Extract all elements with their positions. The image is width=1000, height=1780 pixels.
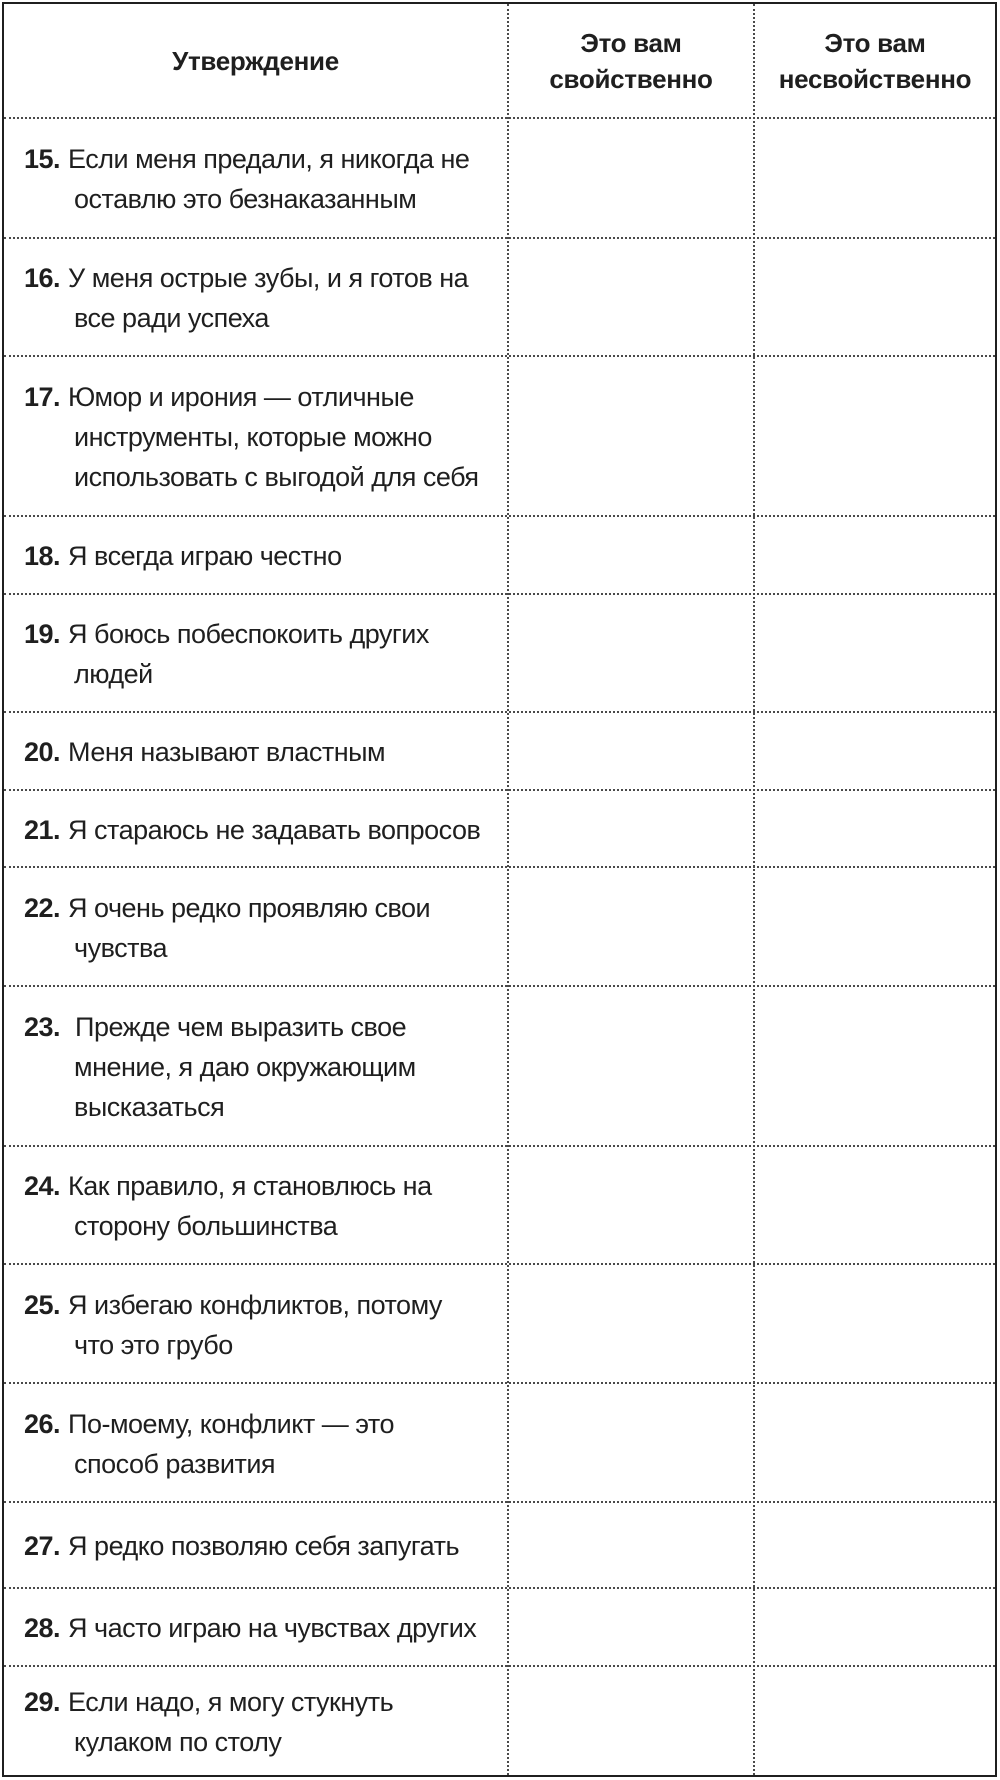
statement-line: мнение, я даю окружающим: [74, 1052, 416, 1082]
applies-answer-cell[interactable]: [509, 1384, 753, 1501]
statement-number: 20.: [24, 737, 61, 767]
statement-text: [24, 1007, 494, 1127]
applies-answer-cell[interactable]: [509, 868, 753, 985]
table-row: [4, 1145, 995, 1263]
statement-text: [24, 536, 494, 576]
statement-number: 16.: [24, 263, 61, 293]
table-row: [4, 355, 995, 515]
not-applies-answer-cell[interactable]: [755, 119, 995, 237]
not-applies-answer-cell[interactable]: [755, 517, 995, 593]
statement-line: все ради успеха: [74, 303, 269, 333]
statement-text: [24, 1404, 494, 1484]
not-applies-answer-cell[interactable]: [755, 1147, 995, 1263]
statement-number: 27.: [24, 1531, 61, 1561]
applies-answer-cell[interactable]: [509, 987, 753, 1145]
statement-number: 25.: [24, 1290, 61, 1320]
statement-line: Я избегаю конфликтов, потому: [68, 1290, 442, 1320]
statement-line: что это грубо: [74, 1330, 233, 1360]
statement-line: По-моему, конфликт — это: [68, 1409, 394, 1439]
statement-text: [24, 258, 494, 338]
statement-text: [24, 377, 494, 497]
applies-answer-cell[interactable]: [509, 1147, 753, 1263]
table-row: [4, 237, 995, 355]
statement-line: сторону большинства: [74, 1211, 338, 1241]
applies-answer-cell[interactable]: [509, 1265, 753, 1382]
header-applies-line1: Это вам: [580, 27, 682, 58]
table-row: [4, 515, 995, 593]
applies-answer-cell[interactable]: [509, 1667, 753, 1775]
applies-answer-cell[interactable]: [509, 595, 753, 711]
applies-answer-cell[interactable]: [509, 517, 753, 593]
table-row: [4, 1263, 995, 1382]
statement-text: [24, 888, 494, 968]
applies-answer-cell[interactable]: [509, 1589, 753, 1665]
applies-answer-cell[interactable]: [509, 791, 753, 866]
statement-number: 19.: [24, 619, 61, 649]
not-applies-answer-cell[interactable]: [755, 1384, 995, 1501]
statement-number: 21.: [24, 815, 61, 845]
not-applies-answer-cell[interactable]: [755, 595, 995, 711]
statement-number: 23.: [24, 1012, 61, 1042]
statement-line: Если надо, я могу стукнуть: [68, 1687, 394, 1717]
not-applies-answer-cell[interactable]: [755, 1589, 995, 1665]
statement-line: оставлю это безнаказанным: [74, 184, 417, 214]
statements-table: [2, 2, 997, 1777]
statement-number: 24.: [24, 1171, 61, 1201]
statement-line: Прежде чем выразить свое: [68, 1012, 407, 1042]
table-row: [4, 1501, 995, 1587]
statement-line: кулаком по столу: [74, 1727, 282, 1757]
statement-line: инструменты, которые можно: [74, 422, 432, 452]
header-not-applies-line2: несвойственно: [778, 63, 972, 94]
header-not-applies: [755, 4, 995, 117]
not-applies-answer-cell[interactable]: [755, 1667, 995, 1775]
not-applies-answer-cell[interactable]: [755, 987, 995, 1145]
statement-number: 29.: [24, 1687, 61, 1717]
table-header-row: [4, 4, 995, 117]
table-row: [4, 593, 995, 711]
header-statement-label: Утверждение: [172, 45, 339, 76]
table-row: [4, 117, 995, 237]
not-applies-answer-cell[interactable]: [755, 868, 995, 985]
table-row: [4, 866, 995, 985]
statement-line: Я часто играю на чувствах других: [68, 1613, 477, 1643]
statement-line: чувства: [74, 933, 168, 963]
statement-number: 22.: [24, 893, 61, 923]
statement-number: 17.: [24, 382, 61, 412]
header-statement: [4, 4, 507, 117]
table-row: [4, 985, 995, 1145]
statement-line: людей: [74, 659, 153, 689]
applies-answer-cell[interactable]: [509, 357, 753, 515]
statement-number: 15.: [24, 144, 61, 174]
table-row: [4, 1382, 995, 1501]
table-row: [4, 789, 995, 866]
statement-text: [24, 732, 494, 772]
applies-answer-cell[interactable]: [509, 119, 753, 237]
table-row: [4, 711, 995, 789]
header-applies: [509, 4, 753, 117]
applies-answer-cell[interactable]: [509, 713, 753, 789]
statement-line: высказаться: [74, 1092, 225, 1122]
applies-answer-cell[interactable]: [509, 1503, 753, 1587]
statement-line: Я редко позволяю себя запугать: [68, 1531, 460, 1561]
not-applies-answer-cell[interactable]: [755, 1265, 995, 1382]
statement-text: [24, 1166, 494, 1246]
table-row: [4, 1665, 995, 1775]
not-applies-answer-cell[interactable]: [755, 1503, 995, 1587]
statement-line: У меня острые зубы, и я готов на: [68, 263, 469, 293]
statement-line: использовать с выгодой для себя: [74, 462, 479, 492]
applies-answer-cell[interactable]: [509, 239, 753, 355]
statement-line: Я боюсь побеспокоить других: [68, 619, 429, 649]
statement-text: [24, 810, 494, 850]
statement-line: Меня называют властным: [68, 737, 386, 767]
not-applies-answer-cell[interactable]: [755, 791, 995, 866]
header-not-applies-line1: Это вам: [824, 27, 926, 58]
statement-text: [24, 614, 494, 694]
statement-text: [24, 139, 494, 219]
statement-text: [24, 1608, 494, 1648]
statement-number: 26.: [24, 1409, 61, 1439]
statement-text: [24, 1682, 494, 1762]
statement-line: Я всегда играю честно: [68, 541, 342, 571]
not-applies-answer-cell[interactable]: [755, 713, 995, 789]
not-applies-answer-cell[interactable]: [755, 239, 995, 355]
statement-number: 18.: [24, 541, 61, 571]
statement-line: способ развития: [74, 1449, 276, 1479]
statement-text: [24, 1526, 494, 1566]
header-applies-line2: свойственно: [549, 63, 713, 94]
statement-line: Как правило, я становлюсь на: [68, 1171, 432, 1201]
not-applies-answer-cell[interactable]: [755, 357, 995, 515]
statement-number: 28.: [24, 1613, 61, 1643]
statement-line: Я очень редко проявляю свои: [68, 893, 431, 923]
statement-line: Если меня предали, я никогда не: [68, 144, 470, 174]
statement-line: Юмор и ирония — отличные: [68, 382, 414, 412]
statement-line: Я стараюсь не задавать вопросов: [68, 815, 481, 845]
table-row: [4, 1587, 995, 1665]
statement-text: [24, 1285, 494, 1365]
